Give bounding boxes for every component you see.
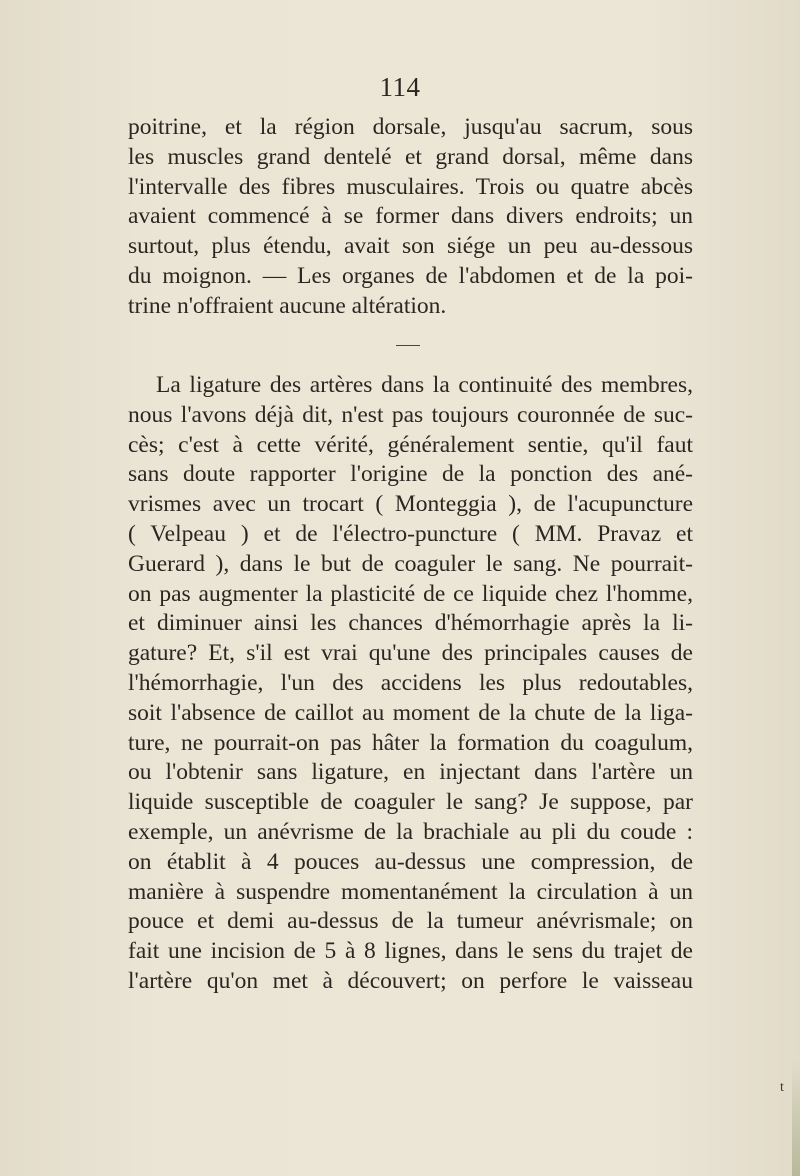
text-line: avaient commencé à se former dans divers endroits; un [128,203,693,230]
text-line: cès; c'est à cette vérité, généralement sentie, qu'il faut [128,431,693,458]
paragraph-1 [128,113,693,322]
text-line: pouce et demi au-dessus de la tumeur anévrismale; on [128,908,693,935]
text-line: ou l'obtenir sans ligature, en injectant dans l'artère un [128,759,693,786]
text-line: manière à suspendre momentanément la circulation à un [128,878,693,905]
text-line: Guerard ), dans le but de coaguler le sang. Ne pourrait- [128,550,693,577]
text-line: La ligature des artères dans la continuité des membres, [156,372,693,398]
text-line: sans doute rapporter l'origine de la ponction des ané- [128,461,693,488]
paragraph-2 [128,371,693,997]
text-line: l'hémorrhagie, l'un des accidens les plus redoutables, [128,669,693,696]
text-line: nous l'avons déjà dit, n'est pas toujours couronnée de suc- [128,401,693,428]
text-line: surtout, plus étendu, avait son siége un peu au-dessous [128,233,693,260]
text-line: et diminuer ainsi les chances d'hémorrhagie après la li- [128,610,693,637]
section-divider [396,345,420,346]
text-line: ture, ne pourrait-on pas hâter la formation du coagulum, [128,729,693,756]
text-line: gature? Et, s'il est vrai qu'une des principales causes de [128,640,693,667]
text-line: soit l'absence de caillot au moment de la chute de la liga- [128,699,693,726]
text-line: l'artère qu'on met à découvert; on perfore le vaisseau [128,967,693,994]
text-line: vrismes avec un trocart ( Monteggia ), de l'acupuncture [128,491,693,518]
text-line: l'intervalle des fibres musculaires. Trois ou quatre abcès [128,173,693,200]
text-line: on pas augmenter la plasticité de ce liquide chez l'homme, [128,580,693,607]
text-line: exemple, un anévrisme de la brachiale au pli du coude : [128,818,693,845]
text-line: les muscles grand dentelé et grand dorsal, même dans [128,143,693,170]
stray-mark: t [780,1080,784,1095]
text-line: du moignon. — Les organes de l'abdomen et de la poi- [128,262,693,289]
text-line: poitrine, et la région dorsale, jusqu'au sacrum, sous [128,114,693,140]
text-line: ( Velpeau ) et de l'électro-puncture ( MM. Pravaz et [128,520,693,547]
page-number: 114 [379,72,421,102]
text-line: trine n'offraient aucune altération. [128,292,447,319]
text-line: fait une incision de 5 à 8 lignes, dans le sens du trajet de [128,938,693,965]
page-edge-stain [792,1060,800,1176]
text-line: on établit à 4 pouces au-dessus une compression, de [128,848,693,875]
text-line: liquide susceptible de coaguler le sang? Je suppose, par [128,789,693,816]
